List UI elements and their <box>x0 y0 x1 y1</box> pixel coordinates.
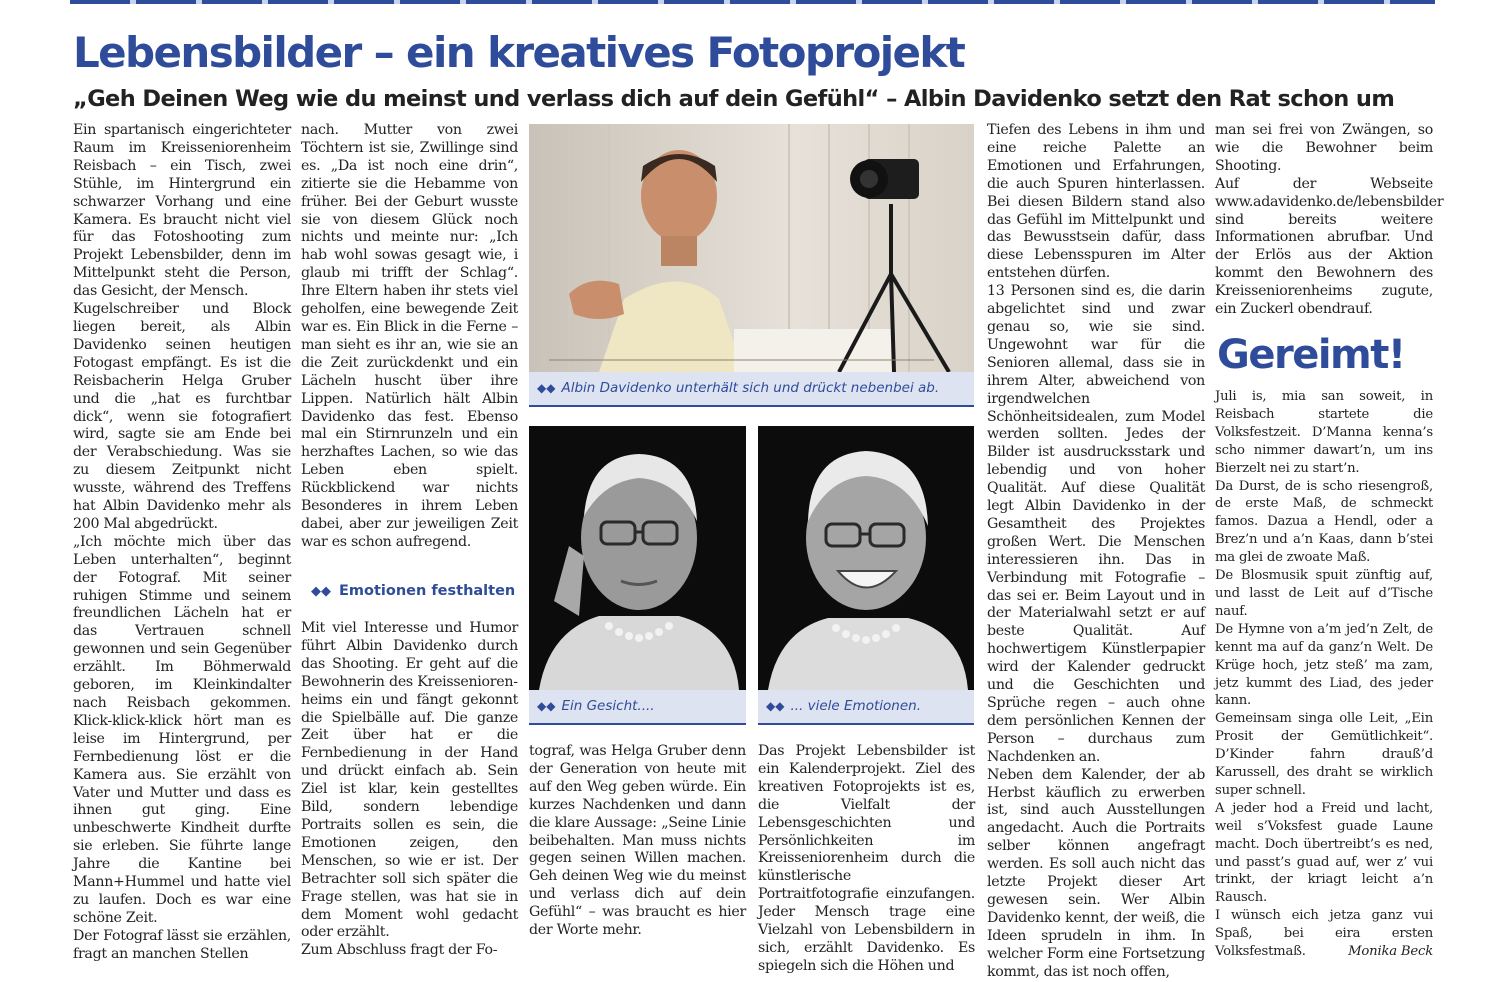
paragraph: Das Projekt Lebensbilder ist ein Kalenderprojekt. Ziel des kreativen Fotoprojekts ist es, die Vielfalt der Lebensgeschichten und Persönlichkeiten im Kreisseniorenheim durch die künstlerische Portraitfotografie einzufangen. Jeder Mensch trage eine Vielzahl von Lebensbildern in sich, erzählt Davidenko. Es spiegeln sich die Höhen und <box>758 743 975 974</box>
diamond-bullet-icon: ◆◆ <box>766 699 785 713</box>
section-heading-text: Emotionen festhalten <box>339 583 516 599</box>
photo-caption <box>758 690 974 725</box>
paragraph: man sei frei von Zwängen, so wie die Bewohner beim Shooting. <box>1215 122 1433 174</box>
photo-caption <box>529 372 974 407</box>
poem-stanza: De Blosmusik spuit zünftig auf, und lasst de Leit auf d’Tische nauf. <box>1215 568 1433 619</box>
section-heading <box>311 583 515 599</box>
article-column-4 <box>758 743 975 974</box>
paragraph: Kugelschreiber und Block liegen bereit, als Albin Davidenko seinen heutigen Fotogast empfängt. Es ist die Reisbacherin Helga Gruber und die „hat es furchtbar dick“, wenn sie fotografiert wird, sagte sie am Ende bei der Verabschiedung. Was sie zu diesem Zeitpunkt nicht wusste, während des Treffens hat Albin Davidenko mehr als 200 Mal abgedrückt. <box>73 301 291 532</box>
portrait-image <box>758 426 974 690</box>
photo-portrait-thoughtful <box>529 426 746 690</box>
photo-caption <box>529 690 746 725</box>
poem-stanza: Gemeinsam singa olle Leit, „Ein Prosit der Gemütlichkeit“. D’Kinder fahrn drauß’d Karussell, des draht se wirklich super schnell. <box>1215 711 1433 798</box>
poem-stanza: De Hymne von a’m jed’n Zelt, de kennt ma auf da ganz’n Welt. De Krüge hoch, jetz steß’ ma zam, jetz kummt des Liad, des jeder kann. <box>1215 621 1433 709</box>
caption-text: Albin Davidenko unterhält sich und drückt nebenbei ab. <box>561 380 940 396</box>
paragraph: nach. Mutter von zwei Töchtern ist sie, Zwillinge sind es. „Da ist noch eine drin“, zitierte sie die Hebamme von früher. Bei der Geburt wusste sie von diesem Glück noch nichts und meinte nur: „Ich hab wohl sowas gesagt wie, i glaub mi trifft der Schlag“. Ihre Eltern haben ihr stets viel geholfen, eine bewegende Zeit war es. Ein Blick in die Ferne – man sieht es ihr an, wie sie an die Zeit zurückdenkt und ein Lächeln huscht über ihre Lippen. Natürlich hält Albin Davidenko das fest. Ebenso mal ein Stirnrunzeln und ein herzhaftes Lachen, so wie das Leben eben spielt. Rückblickend war nichts Besonderes in ihrem Leben dabei, aber zur jeweiligen Zeit war es schon aufregend. <box>301 122 518 550</box>
caption-text: ... viele Emotionen. <box>790 698 921 714</box>
poem-stanza: Da Durst, de is scho riesengroß, de erste Maß, de schmeckt famos. Dazua a Hendl, oder a Brez’n und a’n Kaas, dann b’stei ma glei de zwoate Maß. <box>1215 478 1433 566</box>
paragraph: Zum Abschluss fragt der Fo- <box>301 942 498 959</box>
diamond-bullet-icon: ◆◆ <box>311 584 331 599</box>
paragraph: Neben dem Kalender, der ab Herbst käuflich zu erwerben ist, sind auch Ausstellungen angedacht. Auch die Portraits selber können angefragt werden. Es soll auch nicht das letzte Projekt dieser Art gewesen sein. Wer Albin Davidenko kennt, der weiß, die Ideen sprudeln in ihm. In welcher Form eine Fortsetzung kommt, das ist noch offen, <box>987 766 1205 980</box>
diamond-bullet-icon: ◆◆ <box>537 699 556 713</box>
article-column-2-bottom <box>301 620 518 963</box>
photo-portrait-laughing <box>758 426 974 690</box>
photographer-image <box>529 124 974 372</box>
article-column-6 <box>1215 122 1444 322</box>
author-credit: Monika Beck <box>1348 944 1433 960</box>
sidebar-title: Gereimt! <box>1217 332 1405 378</box>
paragraph: Auf der Webseite www.adavidenko.de/lebensbilder sind bereits weitere Informationen abrufbar. Und der Erlös aus der Aktion kommt den Bewohnern des Kreisseniorenheims zugute, ein Zuckerl obendrauf. <box>1215 175 1444 318</box>
diamond-bullet-icon: ◆◆ <box>537 381 556 395</box>
article-headline: Lebensbilder – ein kreatives Fotoprojekt <box>73 28 965 77</box>
poem-stanza: Juli is, mia san soweit, in Reisbach startete die Volksfestzeit. D’Manna kenna’s scho nimmer dawart’n, um ins Bierzelt nei zu start’n. <box>1215 389 1433 476</box>
article-subheadline: „Geh Deinen Weg wie du meinst und verlass dich auf dein Gefühl“ – Albin Davidenko setzt den Rat schon um <box>73 86 1395 112</box>
paragraph: 13 Personen sind es, die darin abgelichtet sind und zwar genau so, wie sie sind. Ungewohnt war für die Senioren allemal, dass sie in ihrem Alter, abweichend von irgendwelchen Schönheitsidealen, zum Model werden sollten. Jedes der Bilder ist ausdrucksstark und lebendig und von hoher Qualität. Auf diese Qualität legt Albin Davidenko in der Gesamtheit des Projektes großen Wert. Die Menschen interessieren ihn. Das in Verbindung mit Fotografie – das sei er. Beim Layout und in der Materialwahl setzt er auf beste Qualität. Auf hochwertigem Künstlerpapier wird der Kalender gedruckt und die Geschichten und Sprüche regen – auch ohne dem persönlichen Kennen der Person – durchaus zum Nachdenken an. <box>987 283 1205 765</box>
article-column-3 <box>529 743 746 963</box>
photo-photographer <box>529 124 974 372</box>
sidebar-poem <box>1215 388 1433 963</box>
poem-stanza <box>1215 907 1433 961</box>
article-column-5 <box>987 122 1205 980</box>
paragraph: Ein spartanisch eingerichteter Raum im Kreisseniorenheim Reisbach – ein Tisch, zwei Stühle, im Hintergrund ein schwarzer Vorhang und eine Kamera. Es braucht nicht viel für das Fotoshooting zum Projekt Lebensbilder, denn im Mittelpunkt steht die Person, das Gesicht, der Mensch. <box>73 122 291 300</box>
poem-last-stanza: I wünsch eich jetza ganz vui Spaß, bei eira ersten Volksfestmaß. <box>1215 908 1433 960</box>
article-column-1 <box>73 122 291 963</box>
top-decorative-band <box>70 0 1435 4</box>
caption-text: Ein Gesicht.... <box>561 698 655 714</box>
poem-stanza: A jeder hod a Freid und lacht, weil s’Voksfest guade Laune macht. Doch übertreibt’s es ned, und passt’s guad auf, wer z’ vui trinkt, der kriagt leicht a’n Rausch. <box>1215 800 1433 906</box>
portrait-image <box>529 426 746 690</box>
paragraph: Tiefen des Lebens in ihm und eine reiche Palette an Emotionen und Erfahrungen, die auch Spuren hinterlassen. Bei diesen Bildern stand also das Gefühl im Mittelpunkt und das Bewusstsein dafür, dass diese Lebensspuren im Alter entstehen dürfen. <box>987 122 1205 282</box>
paragraph: tograf, was Helga Gruber denn der Generation von heute mit auf den Weg geben würde. Ein kurzes Nachdenken und dann die klare Aussage: „Seine Linie beibehalten. Man muss nichts gegen seinen Willen machen. Geh deinen Weg wie du meinst und verlass dich auf dein Gefühl“ – was braucht es hier der Worte mehr. <box>529 743 746 939</box>
paragraph: „Ich möchte mich über das Leben unterhalten“, beginnt der Fotograf. Mit seiner ruhigen Stimme und seinem freundlichen Lächeln hat er das Vertrauen schnell gewonnen und sein Gegenüber erzählt. Im Böhmerwald geboren, im Kleinkindalter nach Reisbach gekommen. Klick-klick-klick hört man es leise im Hintergrund, per Fernbedienung löst er die Kamera aus. Sie erzählt von Vater und Mutter und dass es ihnen gut ging. Eine unbeschwerte Kindheit durfte sie erleben. Sie führte lange Jahre die Kantine bei Mann+Hummel und hatte viel zu laufen. Doch es war eine schöne Zeit. <box>73 533 291 926</box>
article-column-2-top <box>301 122 518 572</box>
paragraph: Der Fotograf lässt sie erzählen, fragt an manchen Stellen <box>73 927 291 962</box>
paragraph: Mit viel Interesse und Humor führt Albin Davidenko durch das Shooting. Er geht auf die Bewohnerin des Kreisseniorenheims ein und fängt gekonnt die Spielbälle auf. Die ganze Zeit über hat er die Fernbedienung in der Hand und drückt einfach ab. Sein Ziel ist klar, kein gestelltes Bild, sondern lebendige Portraits sollen es sein, die Emotionen zeigen, den Menschen, so wie er ist. Der Betrachter soll sich später die Frage stellen, was hat sie in dem Moment wohl gedacht oder erzählt. <box>301 620 518 941</box>
